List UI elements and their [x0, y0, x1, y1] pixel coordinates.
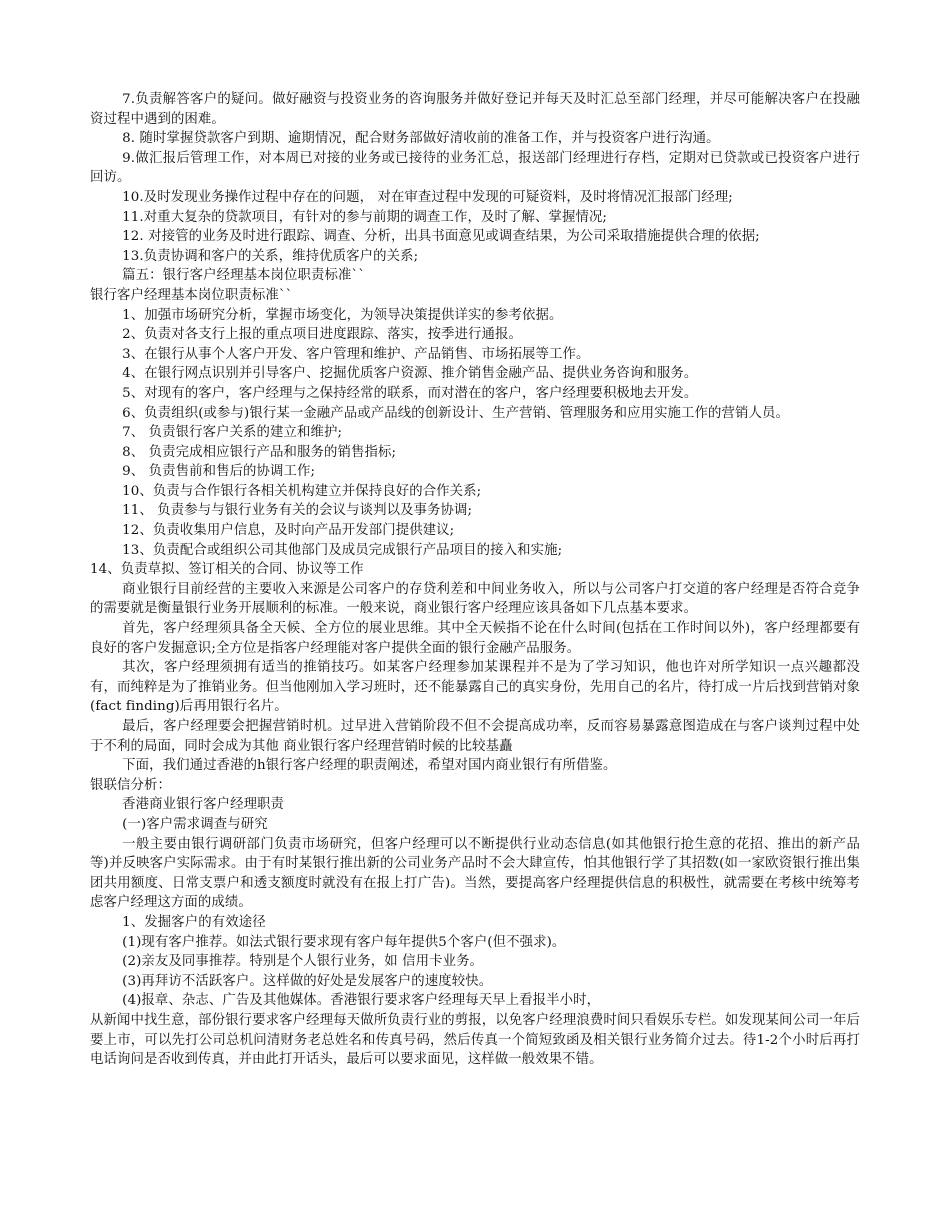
- document-paragraph: 13.负责协调和客户的关系，维持优质客户的关系;: [122, 248, 419, 264]
- document-paragraph: 银行客户经理基本岗位职责标准``: [90, 287, 293, 303]
- document-paragraph: 从新闻中找生意，部份银行要求客户经理每天做所负责行业的剪报，以免客户经理浪费时间只看娱乐专栏。如发现某间公司一年后要上市，可以先打公司总机问清财务老总姓名和传真号码，然后传真一个简短致函及相关银行业务简介过去。待1-2个小时后再打电话询问是否收到传真，并由此打开话头，最后可以要求面见，这样做一般效果不错。: [90, 1012, 860, 1068]
- document-paragraph: 首先，客户经理须具备全天候、全方位的展业思维。其中全天候指不论在什么时间(包括在工作时间以外)，客户经理都要有良好的客户发掘意识;全方位是指客户经理能对客户提供全面的银行金融产品服务。: [90, 621, 860, 656]
- document-paragraph: 14、负责草拟、签订相关的合同、协议等工作: [90, 562, 364, 578]
- document-paragraph: 1、加强市场研究分析，掌握市场变化，为领导决策提供详实的参考依据。: [122, 307, 563, 323]
- document-paragraph: (3)再拜访不活跃客户。这样做的好处是发展客户的速度较快。: [122, 973, 493, 989]
- document-paragraph: 11、 负责参与与银行业务有关的会议与谈判以及事务协调;: [122, 503, 473, 519]
- document-paragraph: 10、负责与合作银行各相关机构建立并保持良好的合作关系;: [122, 483, 482, 499]
- document-paragraph: 10.及时发现业务操作过程中存在的问题， 对在审查过程中发现的可疑资料，及时将情况汇报部门经理;: [122, 189, 733, 205]
- document-paragraph: 5、对现有的客户，客户经理与之保持经常的联系，而对潜在的客户，客户经理要积极地去开发。: [122, 385, 698, 401]
- document-paragraph: 商业银行目前经营的主要收入来源是公司客户的存贷利差和中间业务收入，所以与公司客户打交道的客户经理是否符合竞争的需要就是衡量银行业务开展顺利的标准。一般来说，商业银行客户经理应该具备如下几点基本要求。: [90, 581, 860, 617]
- document-paragraph: 9、 负责售前和售后的协调工作;: [122, 464, 316, 480]
- document-paragraph: (4)报章、杂志、广告及其他媒体。香港银行要求客户经理每天早上看报半小时，: [122, 993, 601, 1009]
- document-paragraph: 篇五：银行客户经理基本岗位职责标准``: [122, 268, 366, 284]
- document-paragraph: 7.负责解答客户的疑问。做好融资与投资业务的咨询服务并做好登记并每天及时汇总至部门经理，并尽可能解决客户在投融资过程中遇到的困难。: [90, 92, 860, 127]
- document-paragraph: 香港商业银行客户经理职责: [122, 797, 285, 813]
- document-paragraph: 4、在银行网点识别并引导客户、挖掘优质客户资源、推介销售金融产品、提供业务咨询和服务。: [122, 366, 698, 382]
- document-paragraph: 12. 对接管的业务及时进行跟踪、调查、分析，出具书面意见或调查结果，为公司采取措施提供合理的依据;: [122, 229, 760, 245]
- document-paragraph: 1、发掘客户的有效途径: [122, 914, 266, 930]
- document-paragraph: (1)现有客户推荐。如法式银行要求现有客户每年提供5个客户(但不强求)。: [122, 934, 566, 950]
- document-paragraph: 3、在银行从事个人客户开发、客户管理和维护、产品销售、市场拓展等工作。: [122, 346, 590, 362]
- document-paragraph: 6、负责组织(或参与)银行某一金融产品或产品线的创新设计、生产营销、管理服务和应用实施工作的营销人员。: [122, 405, 789, 421]
- document-paragraph: 12、负责收集用户信息，及时向产品开发部门提供建议;: [122, 523, 455, 539]
- document-paragraph: 7、 负责银行客户关系的建立和维护;: [122, 425, 343, 441]
- document-body: [90, 90, 860, 1070]
- document-paragraph: 一般主要由银行调研部门负责市场研究，但客户经理可以不断提供行业动态信息(如其他银行抢生意的花招、推出的新产品等)并反映客户实际需求。由于有时某银行推出新的公司业务产品时不会大肆宣传，怕其他银行学了其招数(如一家欧资银行推出集团共用额度、日常支票户和透支额度时就没有在报上打广告)。当然，要提高客户经理提供信息的积极性，就需要在考核中统筹考虑客户经理这方面的成绩。: [90, 836, 860, 911]
- document-paragraph: 13、负责配合或组织公司其他部门及成员完成银行产品项目的接入和实施;: [122, 542, 563, 558]
- document-paragraph: 11.对重大复杂的贷款项目，有针对的参与前期的调查工作，及时了解、掌握情况;: [122, 209, 608, 225]
- document-paragraph: 8. 随时掌握贷款客户到期、逾期情况，配合财务部做好清收前的准备工作，并与投资客户进行沟通。: [122, 131, 720, 147]
- document-paragraph: 8、 负责完成相应银行产品和服务的销售指标;: [122, 444, 397, 460]
- document-paragraph: 银联信分析：: [90, 777, 171, 793]
- document-paragraph: 下面，我们通过香港的h银行客户经理的职责阐述，希望对国内商业银行有所借鉴。: [122, 758, 617, 774]
- document-paragraph: (一)客户需求调查与研究: [122, 816, 268, 832]
- document-paragraph: 最后，客户经理要会把握营销时机。过早进入营销阶段不但不会提高成功率，反而容易暴露意图造成在与客户谈判过程中处于不利的局面，同时会成为其他 商业银行客户经理营销时候的比较基矗: [90, 719, 860, 754]
- document-paragraph: 9.做汇报后管理工作，对本周已对接的业务或已接待的业务汇总，报送部门经理进行存档，定期对已贷款或已投资客户进行回访。: [90, 150, 860, 186]
- document-paragraph: 2、负责对各支行上报的重点项目进度跟踪、落实，按季进行通报。: [122, 327, 523, 343]
- document-paragraph: (2)亲友及同事推荐。特别是个人银行业务，如 信用卡业务。: [122, 954, 484, 970]
- document-paragraph: 其次，客户经理须拥有适当的推销技巧。如某客户经理参加某课程并不是为了学习知识，他也许对所学知识一点兴趣都没有，而纯粹是为了推销业务。但当他刚加入学习班时，还不能暴露自己的真实身份，先用自己的名片，待打成一片后找到营销对象(fact finding)后再用银行名片。: [90, 660, 860, 715]
